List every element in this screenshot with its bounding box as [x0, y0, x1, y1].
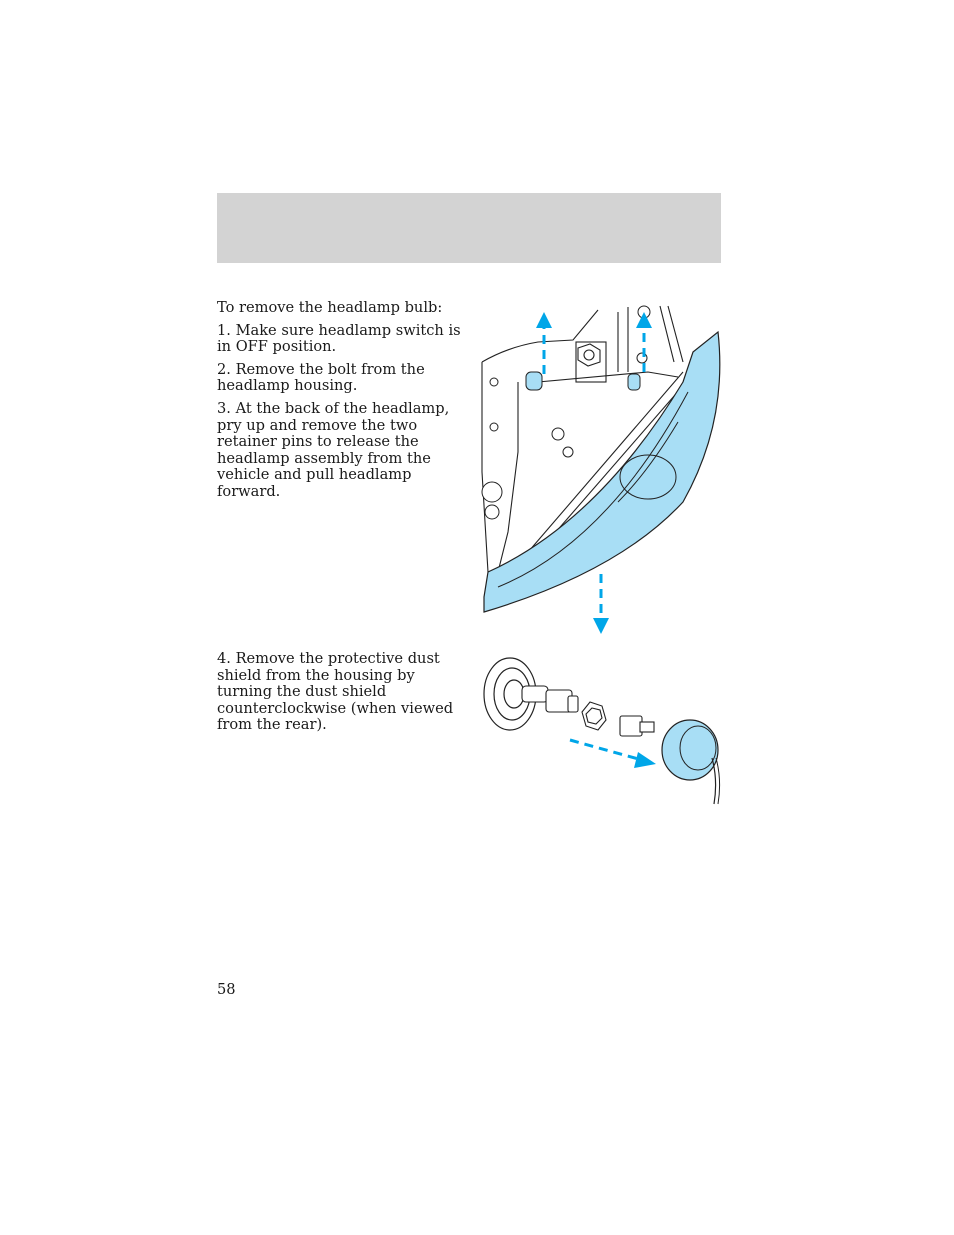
headlamp-removal-illustration [478, 302, 726, 638]
arrow-down-icon [593, 618, 609, 634]
instructions-block-2 [217, 651, 472, 740]
arrow-right-icon [634, 752, 656, 768]
step-2-text: 2. Remove the bolt from the headlamp housing. [217, 360, 425, 395]
connector-icon [620, 716, 654, 736]
retainer-pin-right-icon [628, 374, 640, 390]
dust-shield-removal-illustration [478, 650, 726, 806]
step-3-text: 3. At the back of the headlamp, pry up and remove the two retainer pins to release the headlamp assembly from the vehicle and pull headlamp forward. [217, 399, 450, 500]
retaining-ring-icon [582, 702, 606, 730]
page-number: 58 [217, 981, 236, 998]
bolt-icon [578, 344, 600, 366]
dust-shield-icon [662, 720, 720, 804]
bulb-icon [522, 686, 578, 712]
step-4-text: 4. Remove the protective dust shield from the housing by turning the dust shield counterclockwise (when viewed from the rear). [217, 650, 454, 734]
intro-text: To remove the headlamp bulb: [217, 299, 443, 316]
retainer-pin-left-icon [526, 372, 542, 390]
step-1-text: 1. Make sure headlamp switch is in OFF position. [217, 321, 461, 356]
headlamp-lens-icon [484, 332, 720, 612]
instructions-block-1 [217, 300, 472, 507]
section-header-band [217, 193, 721, 263]
arrow-up-left-icon [536, 312, 552, 328]
